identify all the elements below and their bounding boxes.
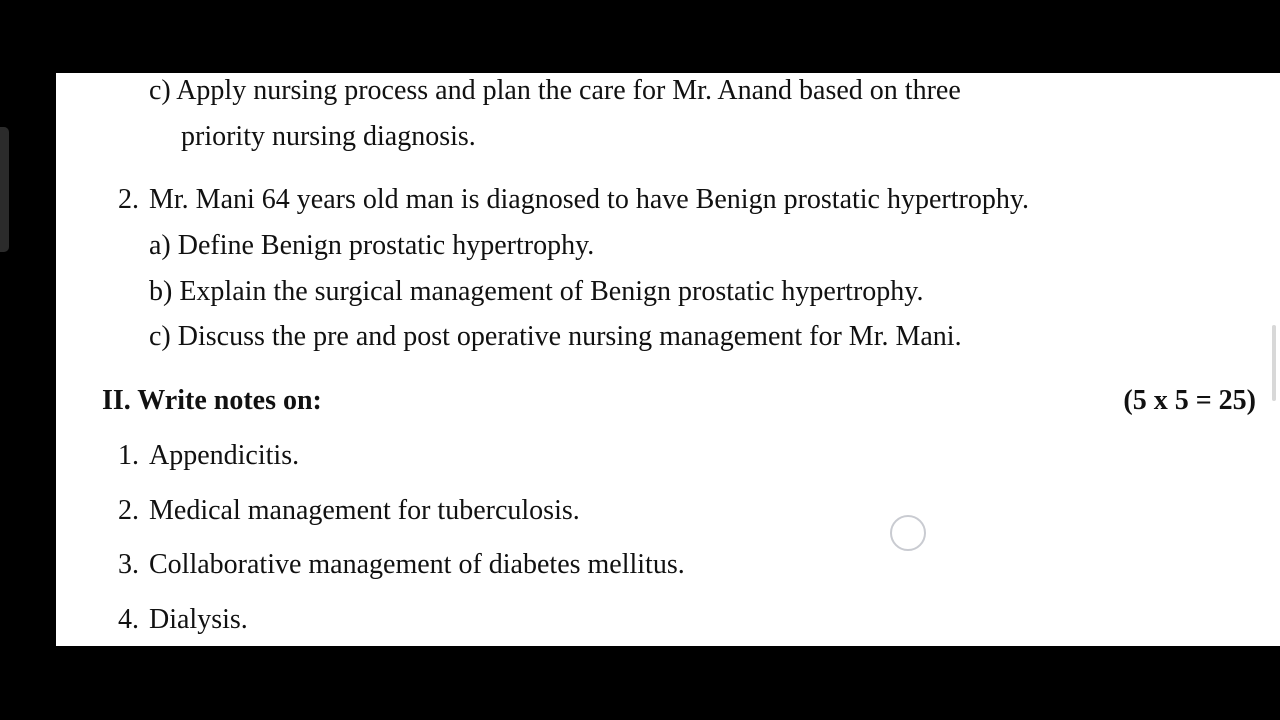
question-2-text: Mr. Mani 64 years old man is diagnosed to have Benign prostatic hypertrophy. — [149, 184, 1030, 215]
note-4-number: 4. — [118, 604, 139, 635]
question-2-part-a: a) Define Benign prostatic hypertrophy. — [149, 230, 595, 261]
note-4-text: Dialysis. — [149, 604, 248, 635]
section-2-heading: II. Write notes on: — [102, 385, 322, 416]
touch-indicator-icon — [890, 515, 926, 551]
question-2-number: 2. — [118, 184, 139, 215]
note-1-number: 1. — [118, 440, 139, 471]
document-page[interactable] — [56, 73, 1280, 646]
note-1-text: Appendicitis. — [149, 440, 300, 471]
note-3-text: Collaborative management of diabetes mellitus. — [149, 549, 685, 580]
note-2-text: Medical management for tuberculosis. — [149, 495, 580, 526]
note-3-number: 3. — [118, 549, 139, 580]
question-2-part-c: c) Discuss the pre and post operative nursing management for Mr. Mani. — [149, 321, 962, 352]
question-2-part-b: b) Explain the surgical management of Benign prostatic hypertrophy. — [149, 276, 924, 307]
section-2-marks: (5 x 5 = 25) — [1123, 385, 1256, 416]
question-1-part-c-line-1: c) Apply nursing process and plan the care for Mr. Anand based on three — [149, 75, 961, 106]
edge-panel-handle[interactable] — [0, 127, 9, 252]
note-2-number: 2. — [118, 495, 139, 526]
question-1-part-c-line-2: priority nursing diagnosis. — [181, 121, 476, 152]
scrollbar-thumb[interactable] — [1272, 325, 1276, 401]
